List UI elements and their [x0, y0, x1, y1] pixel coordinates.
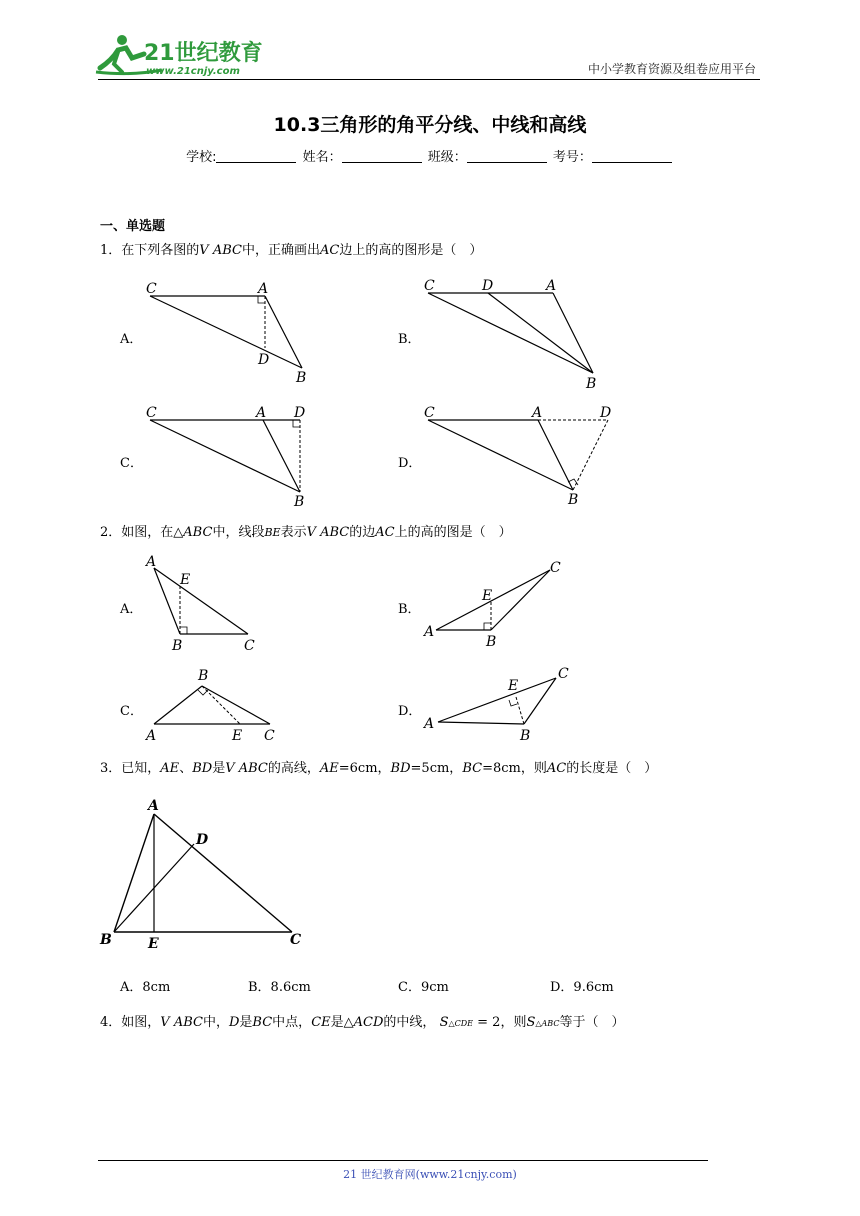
svg-text:C: C: [146, 405, 157, 421]
q3-text-post: 的长度是（ ）: [566, 761, 658, 776]
q4-s-cde-sub: △CDE: [448, 1019, 473, 1028]
svg-text:C: C: [264, 728, 275, 744]
q1-number: 1．: [100, 243, 122, 258]
q3-triangle: V ABC: [225, 761, 268, 776]
question-4: [100, 1014, 624, 1033]
svg-text:A: A: [424, 624, 435, 640]
logo-text: 21世纪教育: [144, 41, 262, 66]
q1-option-b-label[interactable]: B．: [398, 332, 421, 347]
q2-option-c-label[interactable]: C．: [120, 704, 143, 719]
q1-text-mid: 中，正确画出: [241, 243, 320, 258]
svg-text:D: D: [258, 352, 270, 368]
q4-text-mid3: 中点，: [272, 1015, 312, 1030]
q3-bc: BC: [462, 761, 483, 776]
svg-text:A: A: [424, 716, 435, 732]
q2-triangle-1: △ABC: [173, 525, 213, 540]
exam-no-label: 考号：: [552, 150, 592, 165]
q3-text-c: 的高线，: [267, 761, 320, 776]
q2-text-mid1: 中，线段: [212, 525, 265, 540]
school-blank[interactable]: [216, 149, 296, 163]
q1-figure-b: [418, 275, 618, 395]
q4-bc: BC: [252, 1015, 273, 1030]
q1-ac: AC: [319, 243, 340, 258]
q2-triangle-2: V ABC: [306, 525, 350, 540]
svg-text:A: A: [546, 278, 557, 294]
q3-choice-c[interactable]: C．9cm: [398, 980, 449, 995]
q3-number: 3．: [100, 761, 122, 776]
svg-text:B: B: [172, 638, 183, 654]
q3-text-a: 已知，: [121, 761, 161, 776]
page-title: 10.3三角形的角平分线、中线和高线: [273, 114, 587, 136]
q4-triangle-2: △ACD: [343, 1015, 384, 1030]
q2-ac: AC: [375, 525, 395, 540]
q3-bd: BD: [192, 761, 213, 776]
q2-text-pre: 如图，在: [121, 525, 174, 540]
svg-text:A: A: [258, 281, 269, 297]
svg-text:B: B: [198, 668, 209, 684]
svg-text:C: C: [550, 560, 561, 576]
q4-s-abc-sub: △ABC: [535, 1019, 560, 1028]
q2-text-post: 上的高的图是（ ）: [394, 525, 512, 540]
q3-ae: AE: [160, 761, 180, 776]
svg-text:E: E: [482, 588, 493, 604]
q1-triangle: V ABC: [199, 243, 242, 258]
q4-text-mid1: 中，: [202, 1015, 229, 1030]
svg-text:B: B: [520, 728, 531, 744]
q3-figure: [94, 792, 314, 956]
q2-figure-d: [418, 662, 588, 746]
q2-be: BE: [264, 526, 281, 539]
svg-text:B: B: [586, 376, 597, 392]
q4-text-mid4: 是: [330, 1015, 344, 1030]
svg-text:D: D: [196, 832, 209, 848]
svg-text:A: A: [148, 798, 159, 814]
section-heading: 一、单选题: [100, 219, 166, 234]
footer-text[interactable]: 21 世纪教育网(www.21cnjy.com): [343, 1168, 517, 1181]
header-divider: [98, 79, 760, 80]
q1-figure-a: [140, 278, 320, 388]
q4-triangle: V ABC: [160, 1015, 203, 1030]
svg-text:E: E: [148, 936, 159, 952]
q4-d: D: [228, 1015, 240, 1030]
exam-no-blank[interactable]: [592, 149, 672, 163]
site-logo: [92, 30, 262, 80]
svg-text:C: C: [146, 281, 157, 297]
q3-choice-b[interactable]: B．8.6cm: [248, 980, 311, 995]
svg-text:B: B: [296, 370, 307, 386]
svg-text:A: A: [146, 554, 157, 570]
q4-text-post: 等于（ ）: [559, 1015, 625, 1030]
class-blank[interactable]: [467, 149, 547, 163]
name-blank[interactable]: [342, 149, 422, 163]
q2-option-d-label[interactable]: D．: [398, 704, 422, 719]
svg-text:C: C: [424, 278, 435, 294]
q4-s-cde: S: [439, 1015, 449, 1030]
q1-option-d-label[interactable]: D．: [398, 456, 422, 471]
svg-text:C: C: [558, 666, 569, 682]
logo-url: www.21cnjy.com: [146, 66, 240, 77]
class-label: 班级：: [427, 150, 467, 165]
q3-ac: AC: [546, 761, 567, 776]
q2-figure-a: [140, 552, 270, 656]
q3-sep: 、: [179, 761, 193, 776]
footer-divider: [98, 1160, 708, 1161]
svg-text:B: B: [486, 634, 497, 650]
svg-text:D: D: [294, 405, 306, 421]
q1-text-pre: 在下列各图的: [121, 243, 200, 258]
svg-text:E: E: [508, 678, 519, 694]
svg-text:C: C: [424, 405, 435, 421]
svg-text:A: A: [256, 405, 267, 421]
q1-figure-d: [418, 402, 628, 512]
question-3: [100, 760, 657, 778]
q3-choice-a[interactable]: A．8cm: [120, 980, 171, 995]
q3-v1: =6cm，: [338, 761, 391, 776]
q4-text-mid6: ，则: [500, 1015, 527, 1030]
question-1: [100, 242, 482, 260]
q2-option-a-label[interactable]: A．: [120, 602, 143, 617]
q4-text-mid5: 的中线，: [383, 1015, 436, 1030]
q4-text-pre: 如图，: [121, 1015, 161, 1030]
q2-figure-c: [140, 664, 290, 746]
q3-v2: =5cm，: [410, 761, 463, 776]
q4-text-mid2: 是: [239, 1015, 253, 1030]
q2-text-mid2: 表示: [280, 525, 307, 540]
q4-ce: CE: [311, 1015, 331, 1030]
q2-option-b-label[interactable]: B．: [398, 602, 421, 617]
q4-number: 4．: [100, 1015, 122, 1030]
svg-text:A: A: [532, 405, 543, 421]
svg-text:C: C: [290, 932, 302, 948]
svg-text:B: B: [568, 492, 579, 508]
q2-figure-b: [418, 556, 578, 652]
q3-ae2: AE: [319, 761, 339, 776]
q2-number: 2．: [100, 525, 122, 540]
svg-text:E: E: [232, 728, 243, 744]
q3-choice-d[interactable]: D．9.6cm: [550, 980, 614, 995]
q1-option-c-label[interactable]: C．: [120, 456, 143, 471]
q3-text-b: 是: [212, 761, 226, 776]
q3-bd2: BD: [390, 761, 411, 776]
q4-eq: = 2: [473, 1015, 501, 1030]
svg-text:D: D: [600, 405, 612, 421]
svg-text:E: E: [180, 572, 191, 588]
q1-option-a-label[interactable]: A．: [120, 332, 143, 347]
school-label: 学校:: [186, 150, 217, 165]
q1-figure-c: [140, 402, 320, 512]
q1-text-post: 边上的高的图形是（ ）: [339, 243, 483, 258]
question-2: [100, 524, 512, 542]
name-label: 姓名：: [302, 150, 342, 165]
header-platform-text: 中小学教育资源及组卷应用平台: [587, 62, 756, 76]
student-info-row: [0, 146, 860, 165]
svg-text:C: C: [244, 638, 255, 654]
svg-text:D: D: [482, 278, 494, 294]
svg-text:A: A: [146, 728, 157, 744]
q4-s-abc: S: [526, 1015, 536, 1030]
q3-v3: =8cm，则: [482, 761, 547, 776]
svg-text:B: B: [100, 932, 112, 948]
q2-text-mid3: 的边: [349, 525, 376, 540]
svg-text:B: B: [294, 494, 305, 510]
